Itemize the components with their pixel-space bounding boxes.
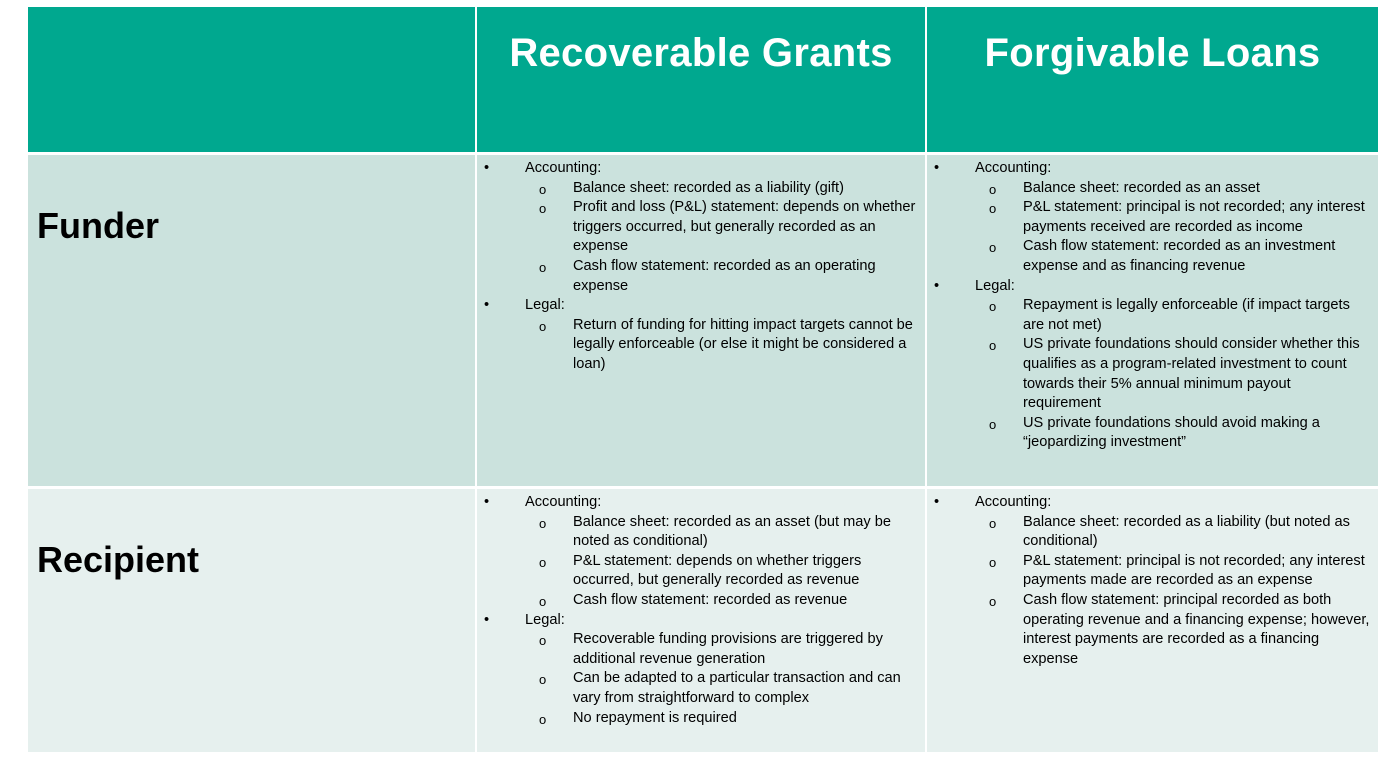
sub-list-item xyxy=(525,513,919,552)
sub-bullet-list xyxy=(975,513,1372,670)
bullet-circle-icon: o xyxy=(539,259,547,275)
item-text: Recoverable funding provisions are triggered by additional revenue generation xyxy=(573,631,883,667)
bullet-dot-icon: • xyxy=(484,297,490,314)
bullet-circle-icon: o xyxy=(989,181,997,197)
bullet-dot-icon: • xyxy=(934,277,940,294)
sub-list-item xyxy=(975,513,1372,552)
column-title: Recoverable Grants xyxy=(509,31,893,75)
item-text: P&L statement: depends on whether triggers occurred, but generally recorded as revenue xyxy=(573,552,862,589)
funder-grants-cell xyxy=(477,155,927,489)
sub-list-item xyxy=(975,296,1372,335)
item-text: Cash flow statement: recorded as an investment expense and as financing revenue xyxy=(1023,238,1336,274)
bullet-circle-icon: o xyxy=(539,201,547,217)
bullet-dot-icon: • xyxy=(484,160,490,176)
bullet-circle-icon: o xyxy=(539,181,547,197)
sub-list-item xyxy=(975,414,1372,453)
category-label: Legal: xyxy=(975,277,1015,294)
bullet-circle-icon: o xyxy=(989,338,997,354)
list-item xyxy=(477,493,919,611)
category-label: Accounting: xyxy=(525,494,602,510)
bullet-circle-icon: o xyxy=(539,318,547,334)
sub-list-item xyxy=(975,237,1372,276)
bullet-circle-icon: o xyxy=(539,515,547,531)
sub-list-item xyxy=(525,198,919,257)
bullet-circle-icon: o xyxy=(989,299,997,315)
item-text: Can be adapted to a particular transaction and can vary from straightforward to complex xyxy=(573,670,901,706)
recipient-loans-cell xyxy=(927,489,1378,752)
bullet-dot-icon: • xyxy=(484,494,490,510)
sub-list-item xyxy=(975,552,1372,591)
header-forgivable-loans xyxy=(927,7,1378,155)
row-title: Recipient xyxy=(37,539,200,580)
item-text: Balance sheet: recorded as a liability (but noted as conditional) xyxy=(1023,513,1350,550)
sub-bullet-list xyxy=(975,179,1372,277)
item-text: Profit and loss (P&L) statement: depends on whether triggers occurred, but generally recorded as an expense xyxy=(573,199,916,255)
bullet-list xyxy=(927,159,1372,453)
funder-loans-cell xyxy=(927,155,1378,489)
item-text: Balance sheet: recorded as an asset (but may be noted as conditional) xyxy=(573,513,892,550)
sub-bullet-list xyxy=(525,513,919,611)
item-text: Balance sheet: recorded as a liability (gift) xyxy=(573,179,844,196)
item-text: P&L statement: principal is not recorded; any interest payments made are recorded as an expense xyxy=(1023,552,1365,589)
bullet-circle-icon: o xyxy=(989,554,997,570)
sub-list-item xyxy=(525,630,919,669)
sub-list-item xyxy=(525,591,919,611)
sub-bullet-list xyxy=(525,316,919,375)
bullet-dot-icon: • xyxy=(934,494,940,510)
item-text: Cash flow statement: recorded as an operating expense xyxy=(573,257,876,294)
list-item xyxy=(477,296,919,374)
sub-bullet-list xyxy=(975,296,1372,453)
header-recoverable-grants xyxy=(477,7,927,155)
bullet-circle-icon: o xyxy=(989,515,997,531)
bullet-circle-icon: o xyxy=(539,593,547,609)
sub-list-item xyxy=(975,335,1372,413)
sub-list-item xyxy=(525,257,919,296)
category-label: Accounting: xyxy=(975,494,1052,510)
item-text: Repayment is legally enforceable (if impact targets are not met) xyxy=(1023,297,1350,333)
bullet-circle-icon: o xyxy=(539,672,547,688)
bullet-circle-icon: o xyxy=(539,554,547,570)
list-item xyxy=(927,277,1372,453)
category-label: Legal: xyxy=(525,297,565,314)
bullet-circle-icon: o xyxy=(989,593,997,609)
comparison-table xyxy=(28,7,1378,752)
recipient-grants-cell xyxy=(477,489,927,752)
sub-bullet-list xyxy=(525,630,919,728)
row-funder-label-cell xyxy=(28,155,477,489)
sub-list-item xyxy=(525,179,919,199)
item-text: Cash flow statement: recorded as revenue xyxy=(573,591,848,608)
item-text: Return of funding for hitting impact targets cannot be legally enforceable (or else it might be considered a loan) xyxy=(573,316,913,372)
bullet-list xyxy=(477,159,919,375)
category-label: Accounting: xyxy=(525,160,602,176)
sub-list-item xyxy=(525,552,919,591)
bullet-circle-icon: o xyxy=(989,201,997,217)
bullet-dot-icon: • xyxy=(934,160,940,176)
list-item xyxy=(927,159,1372,277)
bullet-dot-icon: • xyxy=(484,611,490,628)
sub-list-item xyxy=(525,316,919,375)
bullet-list xyxy=(927,493,1372,669)
category-label: Legal: xyxy=(525,611,565,628)
row-recipient-label-cell xyxy=(28,489,477,752)
sub-list-item xyxy=(525,709,919,729)
sub-list-item xyxy=(975,198,1372,237)
item-text: No repayment is required xyxy=(573,709,737,726)
sub-list-item xyxy=(975,591,1372,669)
list-item xyxy=(477,611,919,729)
sub-list-item xyxy=(525,669,919,708)
sub-list-item xyxy=(975,179,1372,199)
bullet-circle-icon: o xyxy=(539,633,547,649)
bullet-circle-icon: o xyxy=(989,416,997,432)
category-label: Accounting: xyxy=(975,160,1052,176)
item-text: US private foundations should avoid making a “jeopardizing investment” xyxy=(1023,414,1320,451)
row-title: Funder xyxy=(37,205,159,246)
bullet-circle-icon: o xyxy=(539,711,547,727)
column-title: Forgivable Loans xyxy=(984,31,1321,75)
item-text: P&L statement: principal is not recorded; any interest payments received are recorded as income xyxy=(1023,199,1365,235)
sub-bullet-list xyxy=(525,179,919,297)
item-text: Balance sheet: recorded as an asset xyxy=(1023,179,1260,196)
list-item xyxy=(927,493,1372,669)
item-text: Cash flow statement: principal recorded as both operating revenue and a financing expense; however, interest payments are recorded as a financing expense xyxy=(1023,591,1370,667)
bullet-circle-icon: o xyxy=(989,240,997,256)
bullet-list xyxy=(477,493,919,728)
item-text: US private foundations should consider whether this qualifies as a program-related investment to count towards their 5% annual minimum payout requirement xyxy=(1023,336,1360,412)
header-empty-cell xyxy=(28,7,477,155)
list-item xyxy=(477,159,919,296)
